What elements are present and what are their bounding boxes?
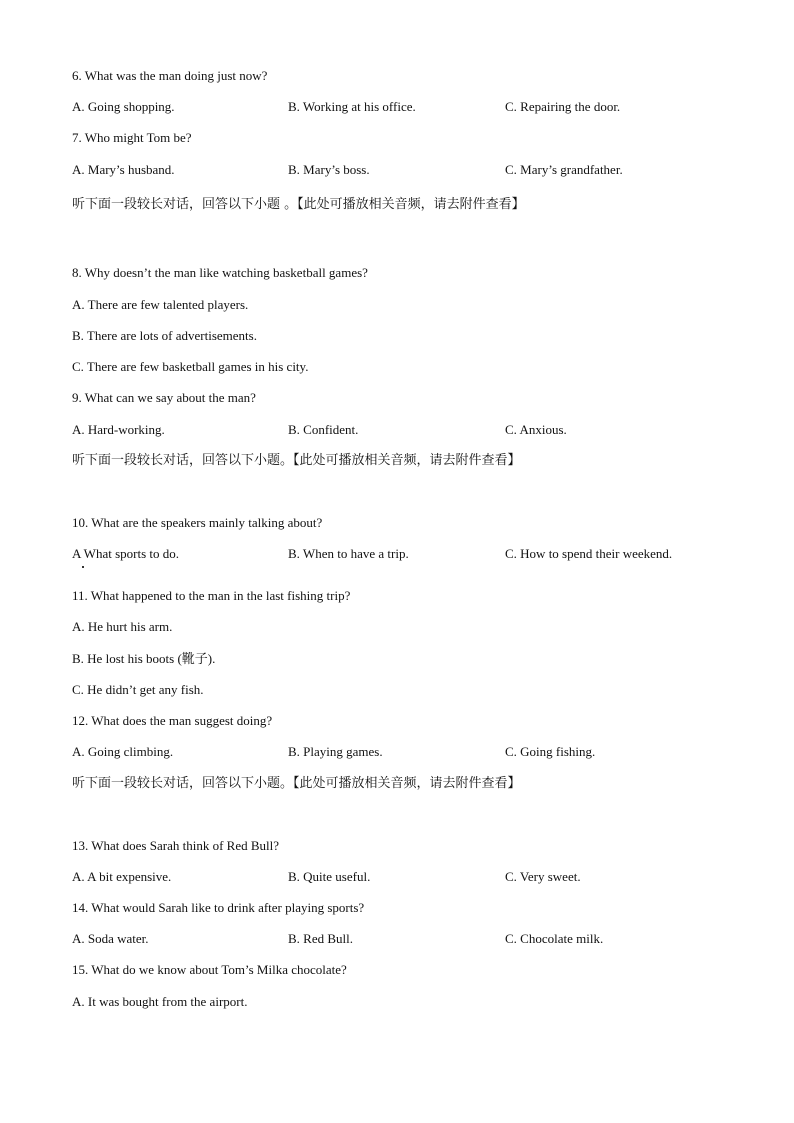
option-c: C. Mary’s grandfather. (505, 162, 623, 177)
option-b: B. Working at his office. (288, 99, 416, 114)
question-14: 14. What would Sarah like to drink after playing sports? (72, 900, 365, 915)
option-b: B. Quite useful. (288, 869, 371, 884)
question-11: 11. What happened to the man in the last fishing trip? (72, 588, 351, 603)
option-b: B. Red Bull. (288, 931, 354, 946)
option-c: C. How to spend their weekend. (505, 546, 673, 561)
option-b: B. When to have a trip. (288, 546, 409, 561)
question-12: 12. What does the man suggest doing? (72, 713, 273, 728)
options-row-12 (72, 744, 732, 760)
option-a: A. Mary’s husband. (72, 162, 175, 177)
option-b: B. He lost his boots (靴子). (72, 651, 216, 666)
option-a: A. There are few talented players. (72, 297, 249, 312)
option-c: C. Very sweet. (505, 869, 581, 884)
option-a: A. Going shopping. (72, 99, 175, 114)
question-10: 10. What are the speakers mainly talking about? (72, 515, 323, 530)
options-row-13 (72, 869, 732, 885)
option-c: C. Going fishing. (505, 744, 596, 759)
listening-instruction: 听下面一段较长对话，回答以下小题 。【此处可播放相关音频，请去附件查看】 (72, 197, 525, 212)
question-13: 13. What does Sarah think of Red Bull? (72, 838, 280, 853)
option-a: A. Hard-working. (72, 422, 165, 437)
question-9: 9. What can we say about the man? (72, 390, 256, 405)
option-a: A. He hurt his arm. (72, 619, 173, 634)
question-15: 15. What do we know about Tom’s Milka chocolate? (72, 962, 347, 977)
option-a: A. A bit expensive. (72, 869, 172, 884)
options-row-14 (72, 931, 732, 947)
option-a: A. Going climbing. (72, 744, 174, 759)
option-c: C. There are few basketball games in his city. (72, 359, 309, 374)
option-a: A. Soda water. (72, 931, 149, 946)
option-b: B. Playing games. (288, 744, 383, 759)
listening-instruction: 听下面一段较长对话，回答以下小题。【此处可播放相关音频，请去附件查看】 (72, 453, 521, 468)
stray-dot-mark (82, 566, 84, 568)
option-c: C. Anxious. (505, 422, 567, 437)
option-b: B. There are lots of advertisements. (72, 328, 257, 343)
listening-instruction: 听下面一段较长对话，回答以下小题。【此处可播放相关音频，请去附件查看】 (72, 776, 521, 791)
option-b: B. Confident. (288, 422, 359, 437)
option-c: C. Repairing the door. (505, 99, 621, 114)
question-8: 8. Why doesn’t the man like watching basketball games? (72, 265, 368, 280)
option-a: A What sports to do. (72, 546, 180, 561)
options-row-9 (72, 422, 732, 438)
option-c: C. He didn’t get any fish. (72, 682, 204, 697)
option-a: A. It was bought from the airport. (72, 994, 248, 1009)
question-7: 7. Who might Tom be? (72, 130, 192, 145)
options-row-7 (72, 162, 732, 178)
option-c: C. Chocolate milk. (505, 931, 604, 946)
options-row-10 (72, 546, 732, 562)
option-b: B. Mary’s boss. (288, 162, 370, 177)
options-row-6 (72, 99, 732, 115)
question-6: 6. What was the man doing just now? (72, 68, 268, 83)
